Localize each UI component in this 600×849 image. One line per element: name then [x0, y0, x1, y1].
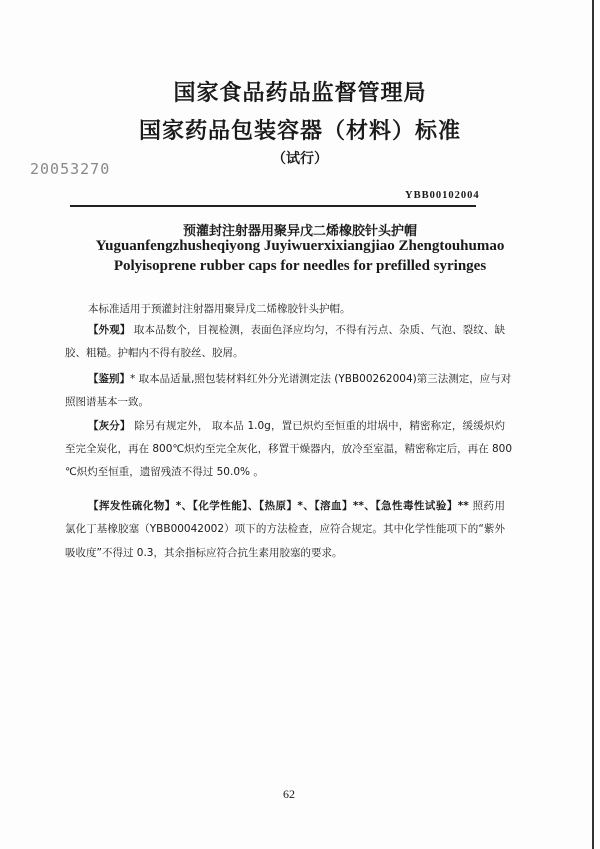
pinyin-name: Yuguanfengzhusheqiyong Juyiwuerxixiangjiao Zhengtouhumao [95, 238, 505, 254]
identification-label: 【鉴别】 [88, 373, 130, 385]
english-name: Polyisoprene rubber caps for needles for prefilled syringes [113, 258, 487, 274]
ash-label: 【灰分】 [88, 420, 131, 432]
other-tests-line: 氯化丁基橡胶塞（YBB00042002）项下的方法检查，应符合规定。其中化学性能项下的“紫外 [65, 523, 505, 535]
scope-text: 本标准适用于预灌封注射器用聚异戊二烯橡胶针头护帽。 [88, 303, 351, 315]
header-rule [70, 205, 476, 207]
other-tests-line: 吸收度”不得过 0.3，其余指标应符合抗生素用胶塞的要求。 [65, 547, 343, 559]
appearance-label: 【外观】 [88, 324, 131, 336]
other-tests-line: 【挥发性硫化物】*、【化学性能】、【热原】*、【溶血】**、【急性毒性试验】** 照药用 [88, 500, 506, 512]
stamp-number: 20053270 [30, 160, 111, 178]
identification-line: 照图谱基本一致。 [65, 396, 149, 408]
chinese-name: 预灌封注射器用聚异戊二烯橡胶针头护帽 [182, 224, 417, 239]
other-tests-labels: 【挥发性硫化物】*、【化学性能】、【热原】*、【溶血】**、【急性毒性试验】** [88, 500, 469, 512]
ash-line: 至完全炭化，再在 800℃炽灼至完全灰化，移置干燥器内，放冷至室温，精密称定后，再在 800 [65, 443, 513, 455]
appearance-line: 胶、粗糙。护帽内不得有胶丝、胶屑。 [65, 347, 244, 359]
standard-title: 国家药品包装容器（材料）标准 [138, 119, 461, 144]
ash-line: ℃炽灼至恒重，遗留残渣不得过 50.0% 。 [65, 466, 264, 478]
trial-label: （试行） [272, 151, 328, 167]
appearance-line: 【外观】 取本品数个，目视检测，表面色泽应均匀，不得有污点、杂质、气泡、裂纹、缺 [88, 324, 506, 336]
identification-line: 【鉴别】* 取本品适量,照包装材料红外分光谱测定法 (YBB00262004)第三法测定，应与对 [88, 373, 512, 385]
standard-code: YBB00102004 [405, 190, 480, 201]
page-number: 62 [283, 787, 295, 801]
issuer-title: 国家食品药品监督管理局 [173, 81, 427, 106]
ash-line: 【灰分】 除另有规定外， 取本品 1.0g，置已炽灼至恒重的坩埚中，精密称定，缓缓炽灼 [88, 420, 505, 432]
